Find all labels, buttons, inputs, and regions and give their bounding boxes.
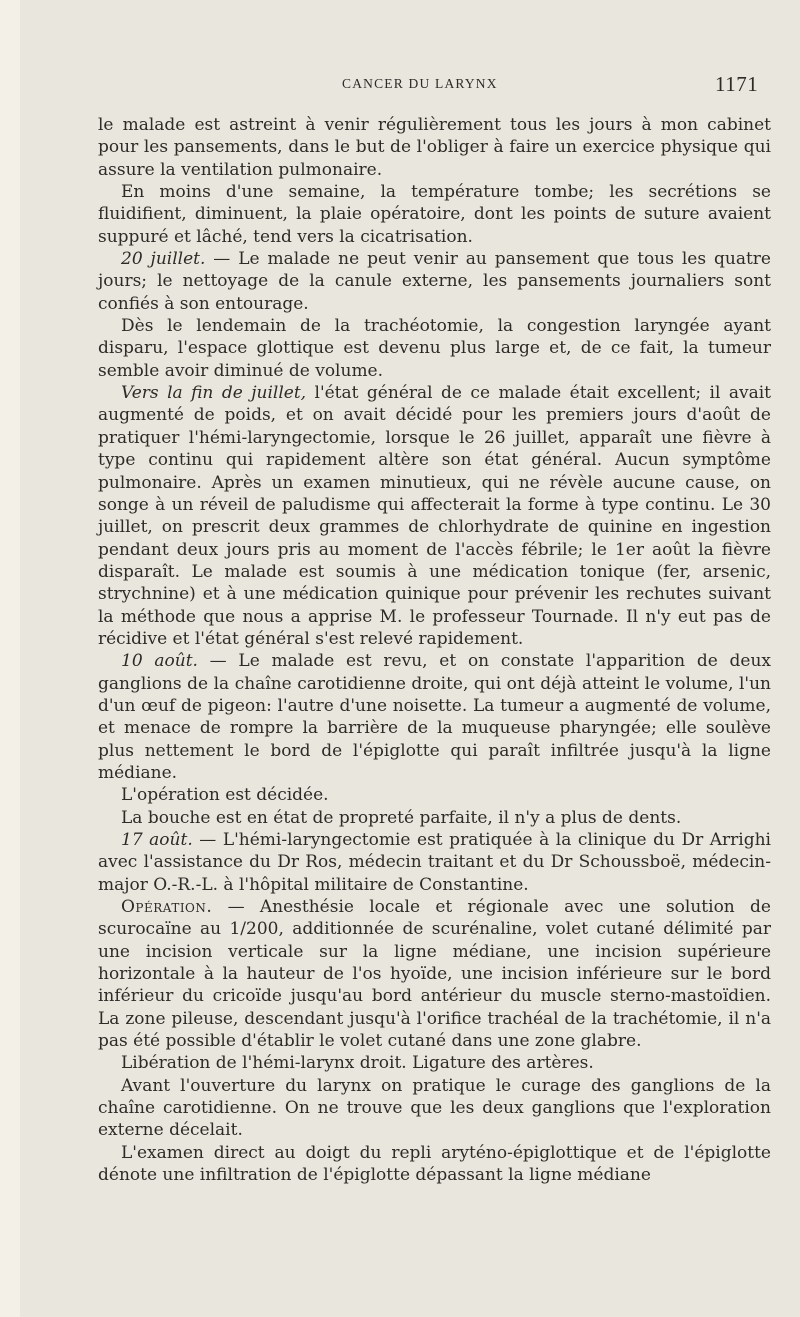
paragraph: 20 juillet. — Le malade ne peut venir au pansement que tous les quatre jours; le nettoyage de la canule externe, les pansements journaliers sont confiés à son entourage.	[98, 249, 771, 314]
body-text	[98, 114, 771, 1187]
paragraph: 10 août. — Le malade est revu, et on constate l'apparition de deux ganglions de la chaîne carotidienne droite, qui ont déjà atteint le volume, l'un d'un œuf de pigeon: l'autre d'une noisette. La tumeur a augmenté de volume, et menace de rompre la barrière de la muqueuse pharyngée; elle soulève plus nettement le bord de l'épiglotte qui paraît infiltrée jusqu'à la ligne médiane.	[98, 651, 771, 783]
date-lead: Vers la fin de juillet,	[121, 383, 307, 404]
paragraph: 17 août. — L'hémi-laryngectomie est pratiquée à la clinique du Dr Arrighi avec l'assistance du Dr Ros, médecin traitant et du Dr Schoussboë, médecin-major O.-R.-L. à l'hôpital militaire de Constantine.	[98, 830, 771, 895]
paragraph: La bouche est en état de propreté parfaite, il n'y a plus de dents.	[121, 807, 682, 828]
scan-margin	[0, 0, 20, 1317]
date-lead: 17 août.	[121, 830, 193, 850]
paragraph: Libération de l'hémi-larynx droit. Ligature des artères.	[121, 1053, 594, 1074]
paragraph: le malade est astreint à venir régulièrement tous les jours à mon cabinet pour les pansements, dans le but de l'obliger à faire un exercice physique qui assure la ventilation pulmonaire.	[98, 115, 771, 180]
paragraph: Avant l'ouverture du larynx on pratique le curage des ganglions de la chaîne carotidienne. On ne trouve que les deux ganglions que l'exploration externe décelait.	[98, 1075, 771, 1141]
page-number: 1171	[715, 72, 759, 96]
date-lead: 10 août.	[121, 651, 198, 672]
paragraph: En moins d'une semaine, la température tombe; les secrétions se fluidifient, diminuent, la plaie opératoire, dont les points de suture avaient suppuré et lâché, tend vers la cicatrisation.	[98, 182, 771, 247]
paragraph: Opération. — Anesthésie locale et régionale avec une solution de scurocaïne au 1/200, additionnée de scurénaline, volet cutané délimité par une incision verticale sur la ligne médiane, une incision supérieure horizontale à la hauteur de l'os hyoïde, une incision inférieure sur le bord inférieur du cricoïde jusqu'au bord antérieur du muscle sterno-mastoïdien. La zone pileuse, descendant jusqu'à l'orifice trachéal de la trachétomie, il n'a pas été possible d'établir le volet cutané dans une zone glabre.	[98, 897, 771, 1052]
running-title: CANCER DU LARYNX	[342, 76, 498, 91]
paragraph: Dès le lendemain de la trachéotomie, la congestion laryngée ayant disparu, l'espace glottique est devenu plus large et, de ce fait, la tumeur semble avoir diminué de volume.	[98, 316, 771, 381]
paragraph: Vers la fin de juillet, l'état général de ce malade était excellent; il avait augmenté de poids, et on avait décidé pour les premiers jours d'août de pratiquer l'hémi-laryngectomie, lorsque le 26 juillet, apparaît une fièvre à type continu qui rapidement altère son état général. Aucun symptôme pulmonaire. Après un examen minutieux, qui ne révèle aucune cause, on songe à un réveil de paludisme qui affecterait la forme à type continu. Le 30 juillet, on prescrit deux grammes de chlorhydrate de quinine en ingestion pendant deux jours pris au moment de l'accès fébrile; le 1er août la fièvre disparaît. Le malade est soumis à une médication tonique (fer, arsenic, strychnine) et à une médication quinique pour prévenir les rechutes suivant la méthode que nous a apprise M. le professeur Tournade. Il n'y eut pas de récidive et l'état général s'est relevé rapidement.	[98, 383, 771, 649]
paragraph: L'examen direct au doigt du repli aryténo-épiglottique et de l'épiglotte dénote une infiltration de l'épiglotte dépassant la ligne médiane	[98, 1142, 771, 1186]
date-lead: 20 juillet.	[121, 249, 206, 270]
section-lead: Opération.	[121, 897, 213, 918]
book-page	[20, 0, 800, 1317]
running-head	[20, 72, 800, 100]
paragraph: L'opération est décidée.	[121, 785, 329, 806]
